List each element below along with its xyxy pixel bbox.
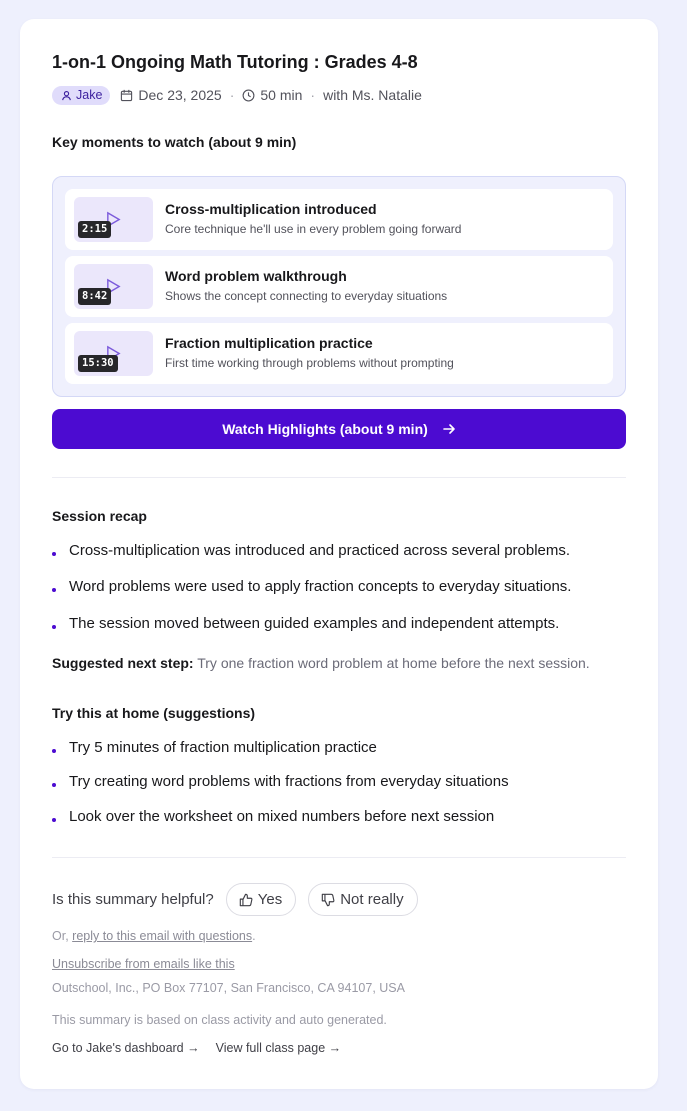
unsubscribe-line bbox=[52, 957, 235, 971]
reply-prefix: Or, bbox=[52, 929, 69, 943]
video-thumbnail[interactable] bbox=[74, 197, 153, 242]
watch-highlights-button[interactable] bbox=[52, 409, 626, 449]
moment-item[interactable] bbox=[65, 189, 613, 250]
moment-title: Word problem walkthrough bbox=[165, 268, 347, 284]
dashboard-link[interactable]: Go to Jake's dashboard → bbox=[52, 1041, 200, 1055]
company-address: Outschool, Inc., PO Box 77107, San Francisco, CA 94107, USA bbox=[52, 981, 405, 995]
bullet-dot bbox=[52, 818, 56, 822]
learner-name: Jake bbox=[76, 88, 103, 102]
clock-icon bbox=[242, 89, 255, 102]
key-moments-panel bbox=[52, 176, 626, 397]
meta-separator: · bbox=[310, 87, 316, 103]
reply-link[interactable]: reply to this email with questions bbox=[72, 929, 253, 943]
user-icon bbox=[61, 90, 72, 101]
yes-button[interactable] bbox=[226, 883, 296, 916]
section-divider bbox=[52, 477, 626, 478]
next-step-label: Suggested next step: bbox=[52, 655, 194, 671]
reply-suffix: . bbox=[252, 929, 256, 943]
feedback-row bbox=[52, 883, 430, 916]
bullet-dot bbox=[52, 552, 56, 556]
meta-separator: · bbox=[229, 87, 235, 103]
video-thumbnail[interactable] bbox=[74, 264, 153, 309]
next-step bbox=[52, 655, 590, 671]
feedback-question: Is this summary helpful? bbox=[52, 891, 214, 908]
session-date bbox=[120, 87, 221, 103]
not-really-label: Not really bbox=[340, 891, 404, 908]
timestamp-badge: 2:15 bbox=[78, 221, 111, 238]
disclaimer: This summary is based on class activity and auto generated. bbox=[52, 1013, 387, 1027]
not-really-button[interactable] bbox=[308, 883, 417, 916]
session-meta bbox=[52, 85, 422, 105]
session-duration bbox=[242, 87, 302, 103]
class-page-link[interactable]: View full class page → bbox=[215, 1041, 342, 1055]
timestamp-badge: 8:42 bbox=[78, 288, 111, 305]
recap-heading: Session recap bbox=[52, 508, 147, 524]
summary-card: 1-on-1 Ongoing Math Tutoring : Grades 4-8 Jake Dec 23, 2025 · 50 min · with Ms. Natalie Key moments to watch (about 9 min) 2:15 Cross-multiplication introduced Core technique he'll use in every problem going forward 8:42 Word problem walkthrough Shows the concept connecting to everyday situations 15:30 Fraction multiplication practice First time working through problems without prompting Watch Highlights (about 9 min) Session recap Cross-multiplication was introduced and practiced across several problems. Word problems were used to apply fraction concepts to everyday situations. The session moved between guided examples and independent attempts. Suggested next step: Try one fraction word problem at home before the next session. Try this at home (suggestions) Try 5 minutes of fraction multiplication practice Try creating word problems with fractions from everyday situations Look over the worksheet on mixed numbers before next session Is this summary helpful? Yes Not really Or, reply to this email with questions. Unsubscribe from emails like this Outschool, Inc., PO Box 77107, San Francisco, CA 94107, USA This summary is based on class activity and auto generated. Go to Jake's dashboard → View full class page → bbox=[20, 19, 658, 1089]
thumbs-down-icon bbox=[321, 893, 335, 907]
moments-heading: Key moments to watch (about 9 min) bbox=[52, 134, 297, 150]
bullet-dot bbox=[52, 625, 56, 629]
bullet-dot bbox=[52, 749, 56, 753]
moment-subtitle: First time working through problems without prompting bbox=[165, 356, 454, 370]
timestamp-badge: 15:30 bbox=[78, 355, 118, 372]
date-text: Dec 23, 2025 bbox=[138, 87, 222, 103]
calendar-icon bbox=[120, 89, 133, 102]
teacher-name: with Ms. Natalie bbox=[323, 87, 422, 103]
moment-subtitle: Shows the concept connecting to everyday situations bbox=[165, 289, 448, 303]
moment-subtitle: Core technique he'll use in every problem going forward bbox=[165, 222, 462, 236]
bullet-dot bbox=[52, 588, 56, 592]
unsubscribe-link[interactable]: Unsubscribe from emails like this bbox=[52, 957, 235, 971]
yes-label: Yes bbox=[257, 891, 283, 908]
learner-badge bbox=[52, 86, 110, 105]
moment-item[interactable] bbox=[65, 256, 613, 317]
section-divider bbox=[52, 857, 626, 858]
moment-title: Fraction multiplication practice bbox=[165, 335, 373, 351]
watch-highlights-label: Watch Highlights (about 9 min) bbox=[222, 421, 428, 437]
bullet-dot bbox=[52, 783, 56, 787]
footer-links bbox=[52, 1041, 357, 1055]
page-title: 1-on-1 Ongoing Math Tutoring : Grades 4-8 bbox=[52, 52, 418, 72]
thumbs-up-icon bbox=[239, 893, 253, 907]
duration-text: 50 min bbox=[260, 87, 303, 103]
moment-item[interactable] bbox=[65, 323, 613, 384]
next-step-text: Try one fraction word problem at home before the next session. bbox=[197, 655, 590, 671]
arrow-right-icon bbox=[442, 422, 456, 436]
home-heading: Try this at home (suggestions) bbox=[52, 705, 256, 721]
video-thumbnail[interactable] bbox=[74, 331, 153, 376]
moment-title: Cross-multiplication introduced bbox=[165, 201, 377, 217]
reply-line bbox=[52, 929, 256, 943]
